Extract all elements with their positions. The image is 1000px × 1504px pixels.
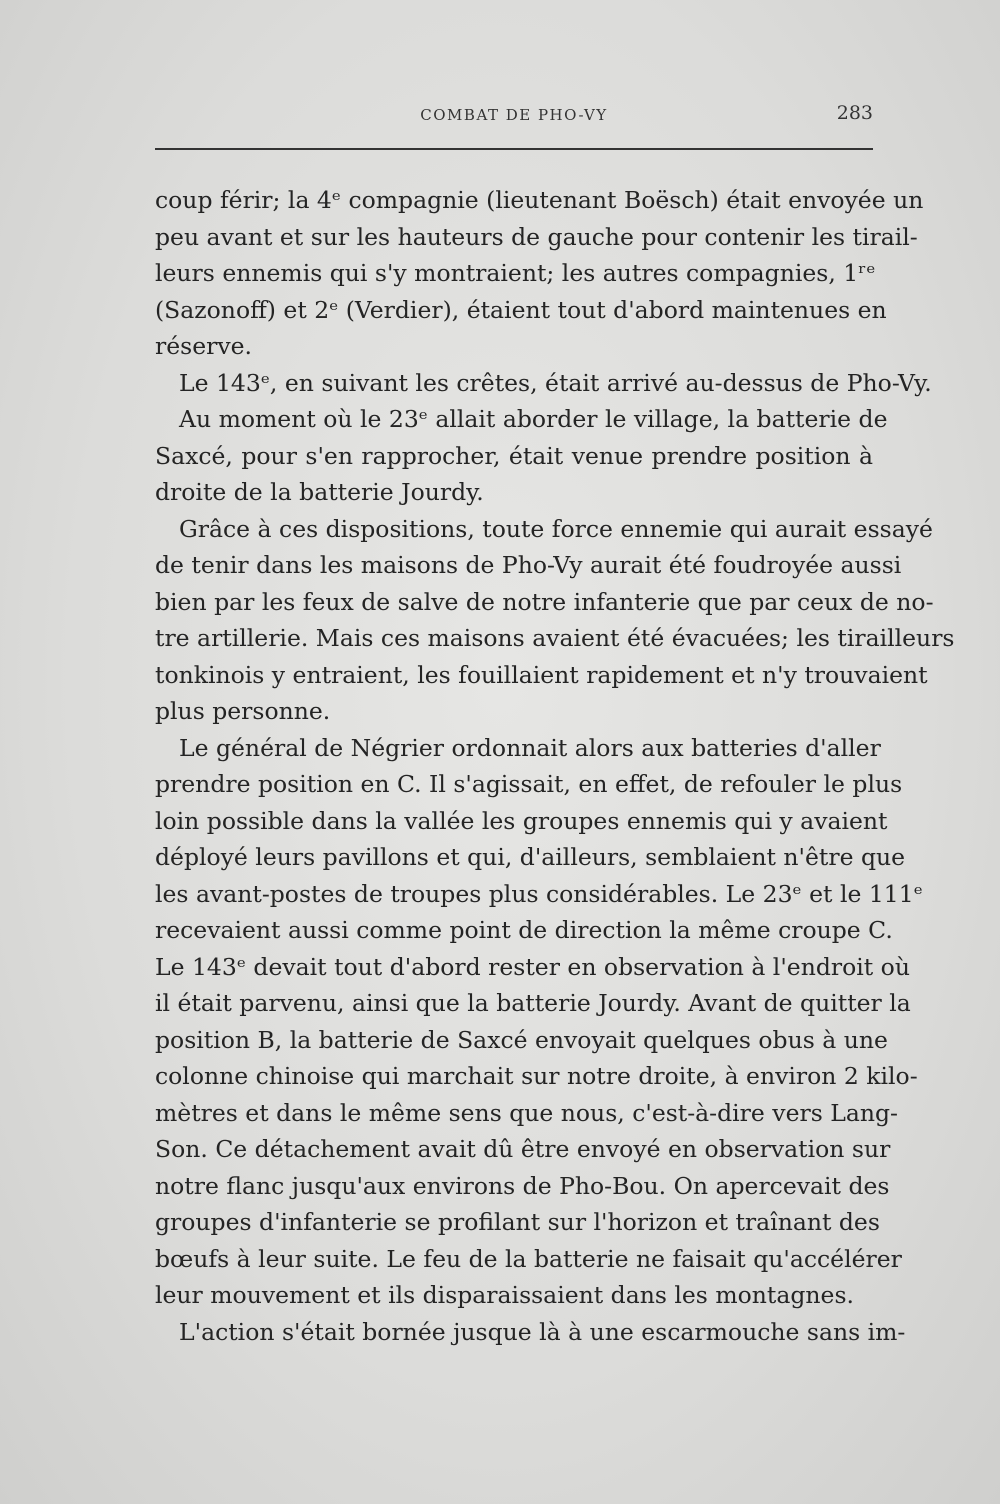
text-line: Le 143ᵉ, en suivant les crêtes, était arrivé au-dessus de Pho-Vy. — [179, 368, 932, 397]
text-line: position B, la batterie de Saxcé envoyait quelques obus à une — [155, 1025, 888, 1054]
text-line: Le général de Négrier ordonnait alors aux batteries d'aller — [179, 733, 881, 762]
text-line: prendre position en C. Il s'agissait, en effet, de refouler le plus — [155, 770, 903, 798]
text-line: bien par les feux de salve de notre infanterie que par ceux de no- — [155, 587, 934, 616]
body-text — [155, 182, 955, 1350]
text-line: leur mouvement et ils disparaissaient dans les montagnes. — [155, 1281, 854, 1309]
text-line: les avant-postes de troupes plus considérables. Le 23ᵉ et le 111ᵉ — [155, 879, 923, 908]
text-line: (Sazonoff) et 2ᵉ (Verdier), étaient tout d'abord maintenues en — [155, 295, 887, 324]
text-line: bœufs à leur suite. Le feu de la batterie ne faisait qu'accélérer — [155, 1244, 902, 1273]
text-line: droite de la batterie Jourdy. — [155, 478, 484, 506]
text-line: Le 143ᵉ devait tout d'abord rester en observation à l'endroit où — [155, 952, 910, 981]
text-line: Saxcé, pour s'en rapprocher, était venue prendre position à — [155, 441, 873, 470]
text-line: Au moment où le 23ᵉ allait aborder le village, la batterie de — [179, 405, 888, 433]
text-line: tre artillerie. Mais ces maisons avaient été évacuées; les tirailleurs — [155, 624, 955, 652]
text-line: coup férir; la 4ᵉ compagnie (lieutenant Boësch) était envoyée un — [155, 186, 924, 214]
text-line: déployé leurs pavillons et qui, d'ailleurs, semblaient n'être que — [155, 843, 906, 871]
text-line: recevaient aussi comme point de direction la même croupe C. — [155, 916, 893, 944]
header-rule — [155, 148, 873, 150]
text-line: Grâce à ces dispositions, toute force ennemie qui aurait essayé — [179, 514, 933, 543]
page-number: 283 — [836, 102, 873, 124]
text-line: mètres et dans le même sens que nous, c'est-à-dire vers Lang- — [155, 1098, 898, 1127]
text-line: notre flanc jusqu'aux environs de Pho-Bou. On apercevait des — [155, 1171, 890, 1200]
text-line: Son. Ce détachement avait dû être envoyé en observation sur — [155, 1135, 891, 1163]
text-line: peu avant et sur les hauteurs de gauche pour contenir les tirail- — [155, 222, 918, 251]
text-line: groupes d'infanterie se profilant sur l'horizon et traînant des — [155, 1208, 880, 1236]
text-line: leurs ennemis qui s'y montraient; les autres compagnies, 1ʳᵉ — [155, 259, 876, 287]
running-head — [155, 100, 873, 130]
text-line: L'action s'était bornée jusque là à une escarmouche sans im- — [179, 1317, 906, 1346]
running-title: COMBAT DE PHO-VY — [420, 106, 608, 124]
text-line: loin possible dans la vallée les groupes ennemis qui y avaient — [155, 806, 888, 835]
text-line: réserve. — [155, 332, 252, 360]
text-line: tonkinois y entraient, les fouillaient rapidement et n'y trouvaient — [155, 660, 928, 689]
text-line: il était parvenu, ainsi que la batterie Jourdy. Avant de quitter la — [155, 989, 911, 1017]
text-line: colonne chinoise qui marchait sur notre droite, à environ 2 kilo- — [155, 1062, 918, 1090]
text-line: de tenir dans les maisons de Pho-Vy aurait été foudroyée aussi — [155, 551, 902, 579]
text-line: plus personne. — [155, 697, 331, 725]
